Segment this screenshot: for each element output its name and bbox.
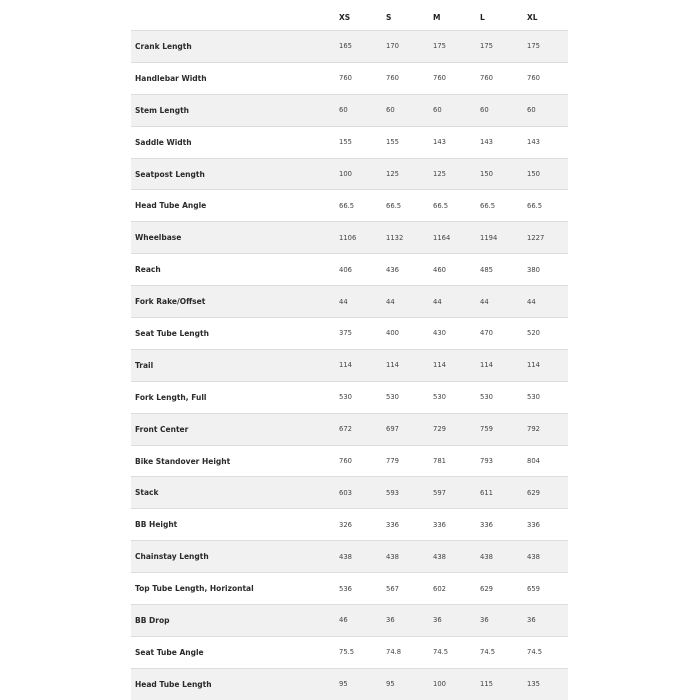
row-label: Head Tube Angle [135,201,207,211]
cell-value-m: 781 [433,457,446,466]
cell-value-xs: 375 [339,329,352,338]
cell-value-m: 125 [433,170,446,178]
cell-value-s: 530 [386,393,399,402]
row-label: Bike Standover Height [135,456,231,466]
cell-value-m: 336 [433,520,446,529]
size-header-row [131,0,568,30]
cell-value-l: 66.5 [480,201,496,210]
cell-value-m: 760 [433,74,446,83]
table-row [131,317,568,349]
table-row [131,94,568,126]
cell-value-xl: 74.5 [527,648,543,657]
cell-value-s: 44 [386,297,395,306]
cell-value-s: 66.5 [386,201,402,210]
row-label: Chainstay Length [135,552,209,562]
cell-value-l: 60 [480,106,489,115]
cell-value-xl: 175 [527,42,540,51]
cell-value-xl: 150 [527,170,540,178]
cell-value-xl: 530 [527,393,540,402]
cell-value-xl: 520 [527,329,540,338]
cell-value-m: 438 [433,552,446,561]
cell-value-l: 36 [480,616,489,625]
cell-value-m: 602 [433,584,446,593]
cell-value-m: 114 [433,361,446,370]
row-label: Fork Length, Full [135,392,207,402]
row-label: Head Tube Length [135,679,212,689]
cell-value-m: 100 [433,680,446,689]
cell-value-xs: 46 [339,616,348,625]
cell-value-xs: 95 [339,680,348,689]
cell-value-xs: 155 [339,138,352,147]
row-label: Handlebar Width [135,73,207,83]
cell-value-m: 74.5 [433,648,449,657]
table-row [131,253,568,285]
row-label: Crank Length [135,41,192,51]
cell-value-m: 143 [433,138,446,147]
cell-value-l: 793 [480,457,493,466]
cell-value-l: 485 [480,265,493,274]
cell-value-xl: 60 [527,106,536,115]
cell-value-xl: 792 [527,425,540,434]
cell-value-xs: 66.5 [339,201,355,210]
cell-value-m: 175 [433,42,446,51]
cell-value-xl: 135 [527,680,540,689]
cell-value-l: 175 [480,42,493,51]
cell-value-s: 438 [386,552,399,561]
cell-value-l: 143 [480,138,493,147]
cell-value-l: 530 [480,393,493,402]
cell-value-xl: 44 [527,297,536,306]
cell-value-s: 1132 [386,233,404,242]
cell-value-l: 759 [480,425,493,434]
cell-value-xs: 165 [339,42,352,51]
cell-value-l: 438 [480,552,493,561]
table-body [131,30,568,700]
row-label: Reach [135,265,161,275]
table-row [131,668,568,700]
table-row [131,413,568,445]
cell-value-s: 125 [386,170,399,178]
cell-value-l: 1194 [480,233,498,242]
table-row [131,349,568,381]
table-row [131,189,568,221]
table-row [131,381,568,413]
cell-value-m: 460 [433,265,446,274]
size-header-xl: XL [527,12,538,22]
cell-value-s: 593 [386,488,399,497]
table-row [131,572,568,604]
cell-value-s: 436 [386,265,399,274]
cell-value-m: 66.5 [433,201,449,210]
cell-value-s: 114 [386,361,399,370]
row-label: Stem Length [135,105,189,115]
table-row [131,221,568,253]
cell-value-xl: 36 [527,616,536,625]
cell-value-xs: 100 [339,170,352,178]
cell-value-xs: 406 [339,265,352,274]
row-label: Seat Tube Angle [135,647,204,657]
cell-value-s: 155 [386,138,399,147]
table-row [131,30,568,62]
cell-value-s: 697 [386,425,399,434]
cell-value-m: 530 [433,393,446,402]
row-label: BB Height [135,520,178,530]
cell-value-m: 36 [433,616,442,625]
row-label: Seatpost Length [135,169,205,179]
cell-value-l: 336 [480,520,493,529]
cell-value-xs: 326 [339,520,352,529]
cell-value-xl: 380 [527,265,540,274]
row-label: Stack [135,488,159,498]
size-header-xs: XS [339,12,351,22]
table-row [131,445,568,477]
size-header-l: L [480,12,485,22]
table-row [131,126,568,158]
cell-value-m: 1164 [433,233,451,242]
cell-value-s: 74.8 [386,648,402,657]
table-row [131,158,568,190]
row-label: BB Drop [135,615,170,625]
cell-value-s: 170 [386,42,399,51]
cell-value-xl: 336 [527,520,540,529]
row-label: Fork Rake/Offset [135,297,206,307]
cell-value-l: 470 [480,329,493,338]
row-label: Trail [135,360,154,370]
cell-value-s: 36 [386,616,395,625]
cell-value-xs: 60 [339,106,348,115]
cell-value-xl: 143 [527,138,540,147]
cell-value-xl: 1227 [527,233,545,242]
cell-value-xs: 760 [339,74,352,83]
cell-value-s: 60 [386,106,395,115]
table-row [131,636,568,668]
cell-value-xl: 114 [527,361,540,370]
cell-value-xl: 629 [527,488,540,497]
cell-value-m: 729 [433,425,446,434]
row-label: Saddle Width [135,137,192,147]
cell-value-l: 74.5 [480,648,496,657]
geometry-table [131,0,568,700]
cell-value-m: 60 [433,106,442,115]
cell-value-l: 629 [480,584,493,593]
row-label: Seat Tube Length [135,328,209,338]
cell-value-s: 567 [386,584,399,593]
cell-value-l: 114 [480,361,493,370]
cell-value-xs: 438 [339,552,352,561]
cell-value-xs: 530 [339,393,352,402]
row-label: Top Tube Length, Horizontal [135,584,254,594]
cell-value-l: 150 [480,170,493,178]
table-row [131,285,568,317]
cell-value-l: 115 [480,680,493,689]
cell-value-xl: 438 [527,552,540,561]
cell-value-s: 336 [386,520,399,529]
cell-value-m: 597 [433,488,446,497]
cell-value-xs: 536 [339,584,352,593]
cell-value-xl: 804 [527,457,540,466]
table-row [131,540,568,572]
cell-value-xs: 672 [339,425,352,434]
row-label: Wheelbase [135,233,182,243]
cell-value-m: 44 [433,297,442,306]
table-row [131,508,568,540]
cell-value-xs: 1106 [339,233,357,242]
cell-value-xs: 114 [339,361,352,370]
cell-value-xs: 603 [339,488,352,497]
cell-value-l: 44 [480,297,489,306]
table-row [131,62,568,94]
cell-value-m: 430 [433,329,446,338]
cell-value-s: 760 [386,74,399,83]
size-header-s: S [386,12,392,22]
cell-value-xs: 44 [339,297,348,306]
cell-value-xl: 66.5 [527,201,543,210]
table-row [131,476,568,508]
row-label: Front Center [135,424,189,434]
cell-value-l: 760 [480,74,493,83]
cell-value-xl: 659 [527,584,540,593]
cell-value-xs: 760 [339,457,352,466]
cell-value-s: 95 [386,680,395,689]
table-row [131,604,568,636]
cell-value-s: 779 [386,457,399,466]
cell-value-l: 611 [480,488,493,497]
cell-value-xs: 75.5 [339,648,355,657]
cell-value-s: 400 [386,329,399,338]
cell-value-xl: 760 [527,74,540,83]
size-header-m: M [433,12,441,22]
